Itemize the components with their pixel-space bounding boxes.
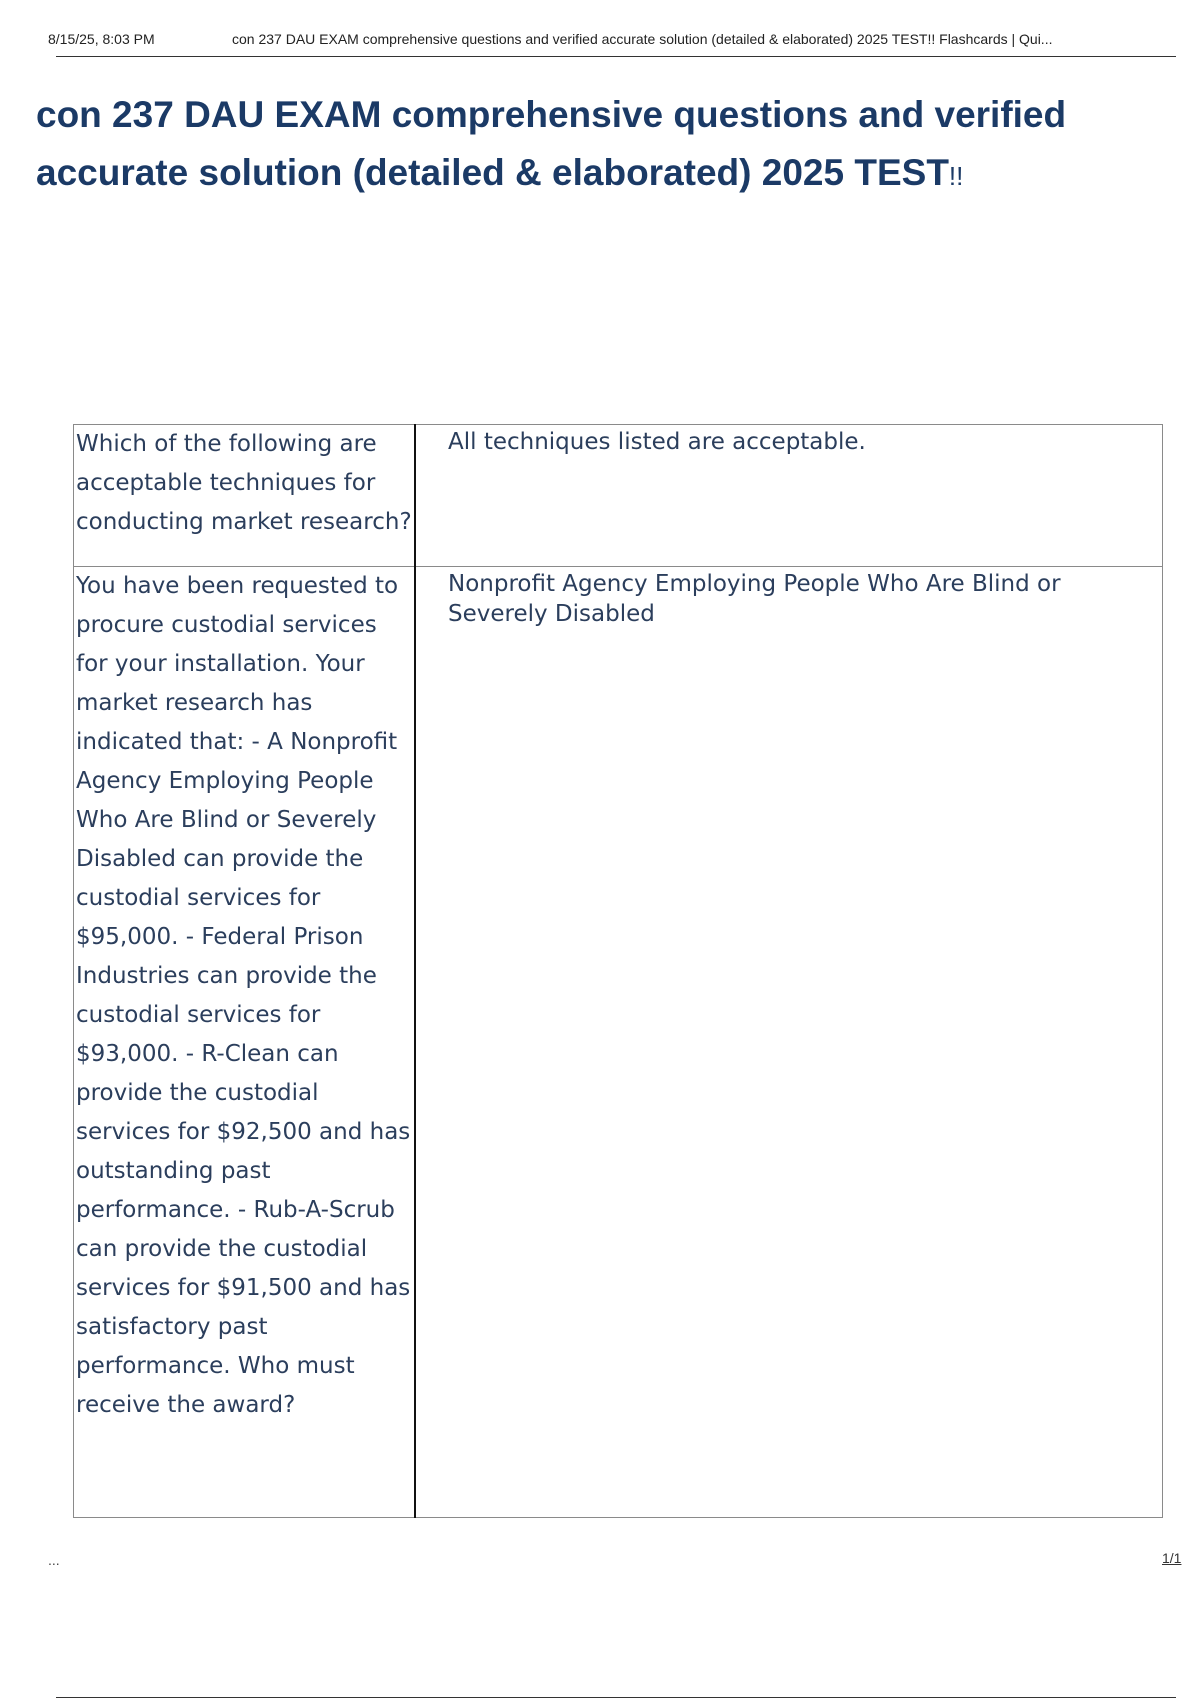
- document-title-suffix: !!: [948, 161, 964, 191]
- flashcard-definition: Nonprofit Agency Employing People Who Are Blind or Severely Disabled: [415, 567, 1163, 1518]
- flashcard-definition: All techniques listed are acceptable.: [415, 425, 1163, 567]
- flashcard-table: [73, 424, 1163, 1518]
- flashcard-term: Which of the following are acceptable techniques for conducting market research?: [74, 425, 416, 567]
- document-title: [36, 86, 1166, 205]
- footer-divider: [56, 1697, 1176, 1698]
- print-datetime: 8/15/25, 8:03 PM: [48, 31, 155, 47]
- footer-ellipsis: ...: [48, 1552, 60, 1568]
- flashcard-term: You have been requested to procure custodial services for your installation. Your market research has indicated that: - A Nonprofit Agency Employing People Who Are Blind or Severely Disabled can provide the custodial services for $95,000. - Federal Prison Industries can provide the custodial services for $93,000. - R-Clean can provide the custodial services for $92,500 and has outstanding past performance. - Rub-A-Scrub can provide the custodial services for $91,500 and has satisfactory past performance. Who must receive the award?: [74, 567, 416, 1518]
- print-page-title: con 237 DAU EXAM comprehensive questions and verified accurate solution (detailed & elaborated) 2025 TEST!! Flashcards | Qui...: [232, 31, 1053, 47]
- header-divider: [56, 56, 1176, 57]
- print-header: [0, 0, 1200, 58]
- flashcard-row: [74, 567, 1163, 1518]
- document-title-text: con 237 DAU EXAM comprehensive questions and verified accurate solution (detailed & elaborated) 2025 TEST: [36, 94, 1067, 193]
- page-number: 1/1: [1162, 1550, 1182, 1566]
- flashcard-row: [74, 425, 1163, 567]
